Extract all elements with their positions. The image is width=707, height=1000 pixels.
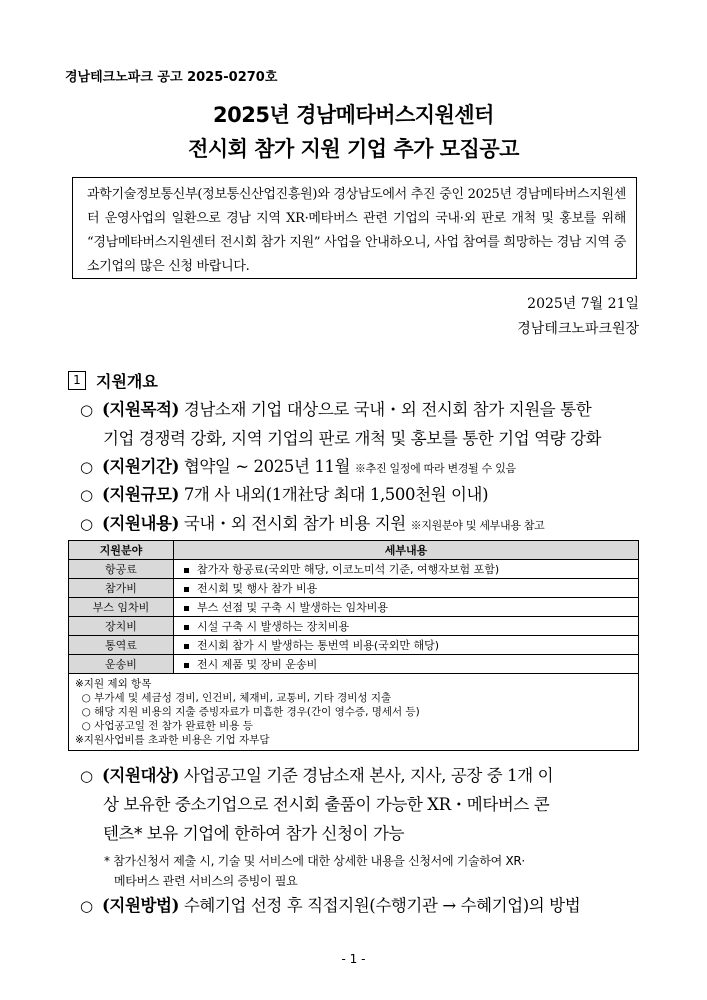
detail-text: 참가자 항공료(국외만 해당, 이코노미석 기준, 여행자보험 포함) bbox=[197, 563, 500, 576]
section-heading bbox=[68, 369, 158, 392]
period-text: 협약일 ~ 2025년 11월 bbox=[178, 457, 355, 476]
table-row bbox=[69, 636, 639, 655]
detail-text: 시설 구축 시 발생하는 장치비용 bbox=[197, 620, 350, 633]
detail-text: 전시회 참가 시 발생하는 통번역 비용(국외만 해당) bbox=[197, 639, 440, 652]
table-note: ※지원 제외 항목 bbox=[75, 678, 152, 690]
table-cell-detail bbox=[174, 617, 639, 636]
table-note: ※지원사업비를 초과한 비용은 기업 자부담 bbox=[75, 734, 270, 746]
square-bullet-icon bbox=[184, 606, 189, 611]
section-number: 1 bbox=[68, 371, 86, 390]
square-bullet-icon bbox=[184, 663, 189, 668]
table-notes-row bbox=[69, 674, 639, 751]
square-bullet-icon bbox=[184, 625, 189, 630]
support-table bbox=[68, 540, 639, 751]
item-purpose bbox=[80, 396, 591, 420]
content-text: 국내・외 전시회 참가 비용 지원 bbox=[178, 514, 411, 533]
signer: 경남테크노파크원장 bbox=[517, 321, 639, 337]
table-row bbox=[69, 579, 639, 598]
bullet-icon: ○ bbox=[80, 515, 93, 533]
item-content bbox=[80, 510, 545, 534]
table-cell-category: 참가비 bbox=[69, 579, 174, 598]
table-row bbox=[69, 598, 639, 617]
target-text: 사업공고일 기준 경남소재 본사, 지사, 공장 중 1개 이 bbox=[178, 766, 554, 785]
section-title: 지원개요 bbox=[96, 372, 158, 391]
period-label: (지원기간) bbox=[102, 457, 179, 476]
table-cell-detail bbox=[174, 655, 639, 674]
page-number: - 1 - bbox=[341, 952, 366, 966]
table-note: ○ 부가세 및 세금성 경비, 인건비, 체재비, 교통비, 기타 경비성 지출 bbox=[75, 692, 392, 704]
target-footnote-1: * 참가신청서 제출 시, 기술 및 서비스에 대한 상세한 내용을 신청서에 기술하여 XR· bbox=[104, 854, 525, 868]
table-notes bbox=[69, 674, 639, 751]
table-cell-detail bbox=[174, 560, 639, 579]
notice-date: 2025년 7월 21일 bbox=[527, 296, 639, 312]
bullet-icon: ○ bbox=[80, 401, 93, 419]
scale-label: (지원규모) bbox=[102, 485, 179, 504]
table-cell-category: 장치비 bbox=[69, 617, 174, 636]
target-label: (지원대상) bbox=[102, 766, 179, 785]
table-row bbox=[69, 560, 639, 579]
table-header-row bbox=[69, 541, 639, 560]
detail-text: 전시 제품 및 장비 운송비 bbox=[197, 658, 318, 671]
table-note: ○ 해당 지원 비용의 지출 증빙자료가 미흡한 경우(간이 영수증, 명세서 등) bbox=[75, 706, 420, 718]
target-text-cont1: 상 보유한 중소기업으로 전시회 출품이 가능한 XR・메타버스 콘 bbox=[103, 795, 550, 814]
table-cell-category: 통역료 bbox=[69, 636, 174, 655]
table-cell-detail bbox=[174, 579, 639, 598]
intro-box bbox=[72, 177, 637, 279]
page-title-line1: 2025년 경남메타버스지원센터 bbox=[213, 103, 494, 127]
square-bullet-icon bbox=[184, 568, 189, 573]
bullet-icon: ○ bbox=[80, 486, 93, 504]
table-row bbox=[69, 617, 639, 636]
period-note: ※추진 일정에 따라 변경될 수 있음 bbox=[354, 462, 516, 475]
table-cell-detail bbox=[174, 598, 639, 617]
table-cell-category: 부스 임차비 bbox=[69, 598, 174, 617]
item-target bbox=[80, 762, 553, 786]
scale-text: 7개 사 내외(1개社당 최대 1,500천원 이내) bbox=[178, 485, 489, 504]
intro-text: 과학기술정보통신부(정보통신산업진흥원)와 경상남도에서 추진 중인 2025년 경남메타버스지원센터 운영사업의 일환으로 경남 지역 XR·메타버스 관련 기업의 국내·외 판로 개척 및 홍보를 위해 “경남메타버스지원센터 전시회 참가 지원” 사업을 안내하오니, 사업 참여를 희망하는 경남 지역 중소기업의 많은 신청 바랍니다. bbox=[87, 187, 626, 274]
table-cell-detail bbox=[174, 636, 639, 655]
page-title-line2: 전시회 참가 지원 기업 추가 모집공고 bbox=[188, 137, 519, 161]
square-bullet-icon bbox=[184, 587, 189, 592]
target-footnote-2: 메타버스 관련 서비스의 증빙이 필요 bbox=[114, 874, 298, 888]
table-header-detail: 세부내용 bbox=[174, 541, 639, 560]
item-method bbox=[80, 892, 580, 916]
bullet-icon: ○ bbox=[80, 458, 93, 476]
content-note: ※지원분야 및 세부내용 참고 bbox=[410, 519, 545, 532]
content-label: (지원내용) bbox=[102, 514, 179, 533]
method-text: 수혜기업 선정 후 직접지원(수행기관 → 수혜기업)의 방법 bbox=[178, 896, 581, 915]
item-period bbox=[80, 453, 516, 477]
item-scale bbox=[80, 481, 488, 505]
table-note: ○ 사업공고일 전 참가 완료한 비용 등 bbox=[75, 720, 253, 732]
purpose-text: 경남소재 기업 대상으로 국내・외 전시회 참가 지원을 통한 bbox=[178, 400, 592, 419]
notice-number: 경남테크노파크 공고 2025-0270호 bbox=[65, 70, 278, 85]
detail-text: 부스 선점 및 구축 시 발생하는 임차비용 bbox=[197, 601, 388, 614]
table-header-category: 지원분야 bbox=[69, 541, 174, 560]
detail-text: 전시회 및 행사 참가 비용 bbox=[197, 582, 318, 595]
table-row bbox=[69, 655, 639, 674]
bullet-icon: ○ bbox=[80, 897, 93, 915]
purpose-text-cont: 기업 경쟁력 강화, 지역 기업의 판로 개척 및 홍보를 통한 기업 역량 강화 bbox=[103, 429, 602, 448]
bullet-icon: ○ bbox=[80, 767, 93, 785]
square-bullet-icon bbox=[184, 644, 189, 649]
target-text-cont2: 텐츠* 보유 기업에 한하여 참가 신청이 가능 bbox=[103, 824, 405, 843]
method-label: (지원방법) bbox=[102, 896, 179, 915]
table-cell-category: 항공료 bbox=[69, 560, 174, 579]
purpose-label: (지원목적) bbox=[102, 400, 179, 419]
table-cell-category: 운송비 bbox=[69, 655, 174, 674]
